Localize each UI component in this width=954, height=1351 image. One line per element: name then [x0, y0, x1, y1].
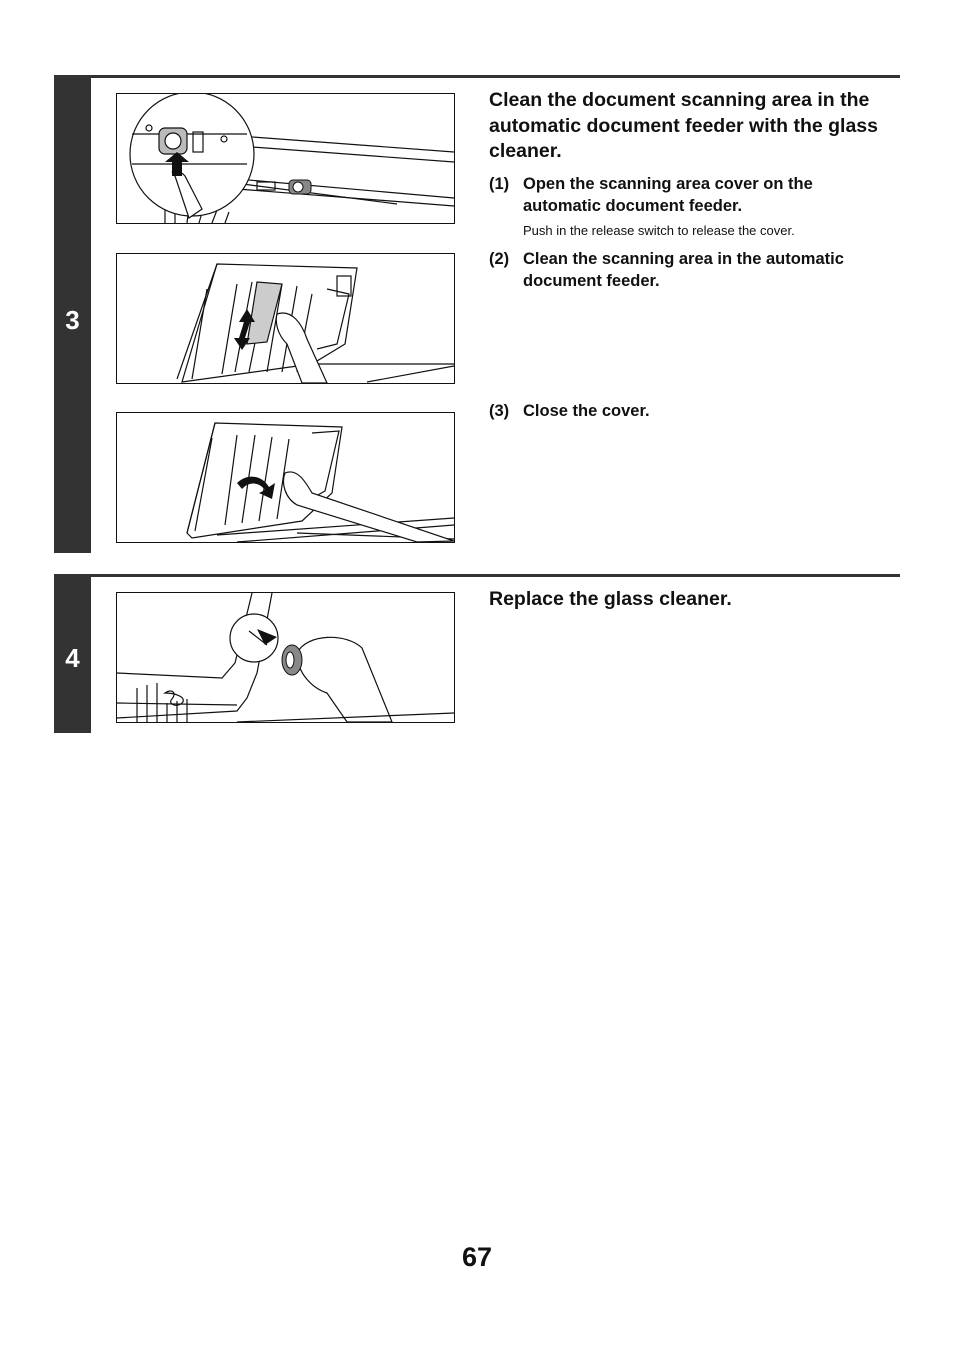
figure-close-cover — [116, 412, 455, 543]
step-3-bar — [54, 78, 91, 553]
step-3-top-rule — [54, 75, 900, 78]
step-3-heading: Clean the document scanning area in the automatic document feeder with the glass cleaner. — [489, 89, 878, 162]
step-4-bar — [54, 577, 91, 733]
page-number: 67 — [461, 1242, 493, 1272]
step-3-item-2 — [489, 248, 889, 292]
item-1-number: (1) — [489, 175, 510, 193]
item-1-text: Open the scanning area cover on the automatic document feeder. — [523, 175, 813, 215]
item-2-number: (2) — [489, 250, 510, 268]
figure-replace-cleaner — [116, 592, 455, 723]
close-cover-illustration — [117, 413, 454, 542]
cleaning-illustration — [117, 254, 454, 383]
step-4-top-rule — [54, 574, 900, 577]
item-1-note: Push in the release switch to release the cover. — [523, 223, 795, 238]
replace-cleaner-illustration — [117, 593, 454, 722]
step-3-item-1 — [489, 173, 889, 217]
item-3-number: (3) — [489, 402, 510, 420]
release-switch-illustration — [117, 94, 454, 223]
step-3-number: 3 — [65, 305, 80, 335]
step-3-item-3 — [489, 400, 889, 422]
item-3-text: Close the cover. — [523, 402, 650, 420]
figure-clean-scanning-area — [116, 253, 455, 384]
item-2-text: Clean the scanning area in the automatic document feeder. — [523, 250, 844, 290]
step-4-heading: Replace the glass cleaner. — [489, 588, 732, 610]
figure-release-switch — [116, 93, 455, 224]
step-4-number: 4 — [65, 643, 80, 673]
